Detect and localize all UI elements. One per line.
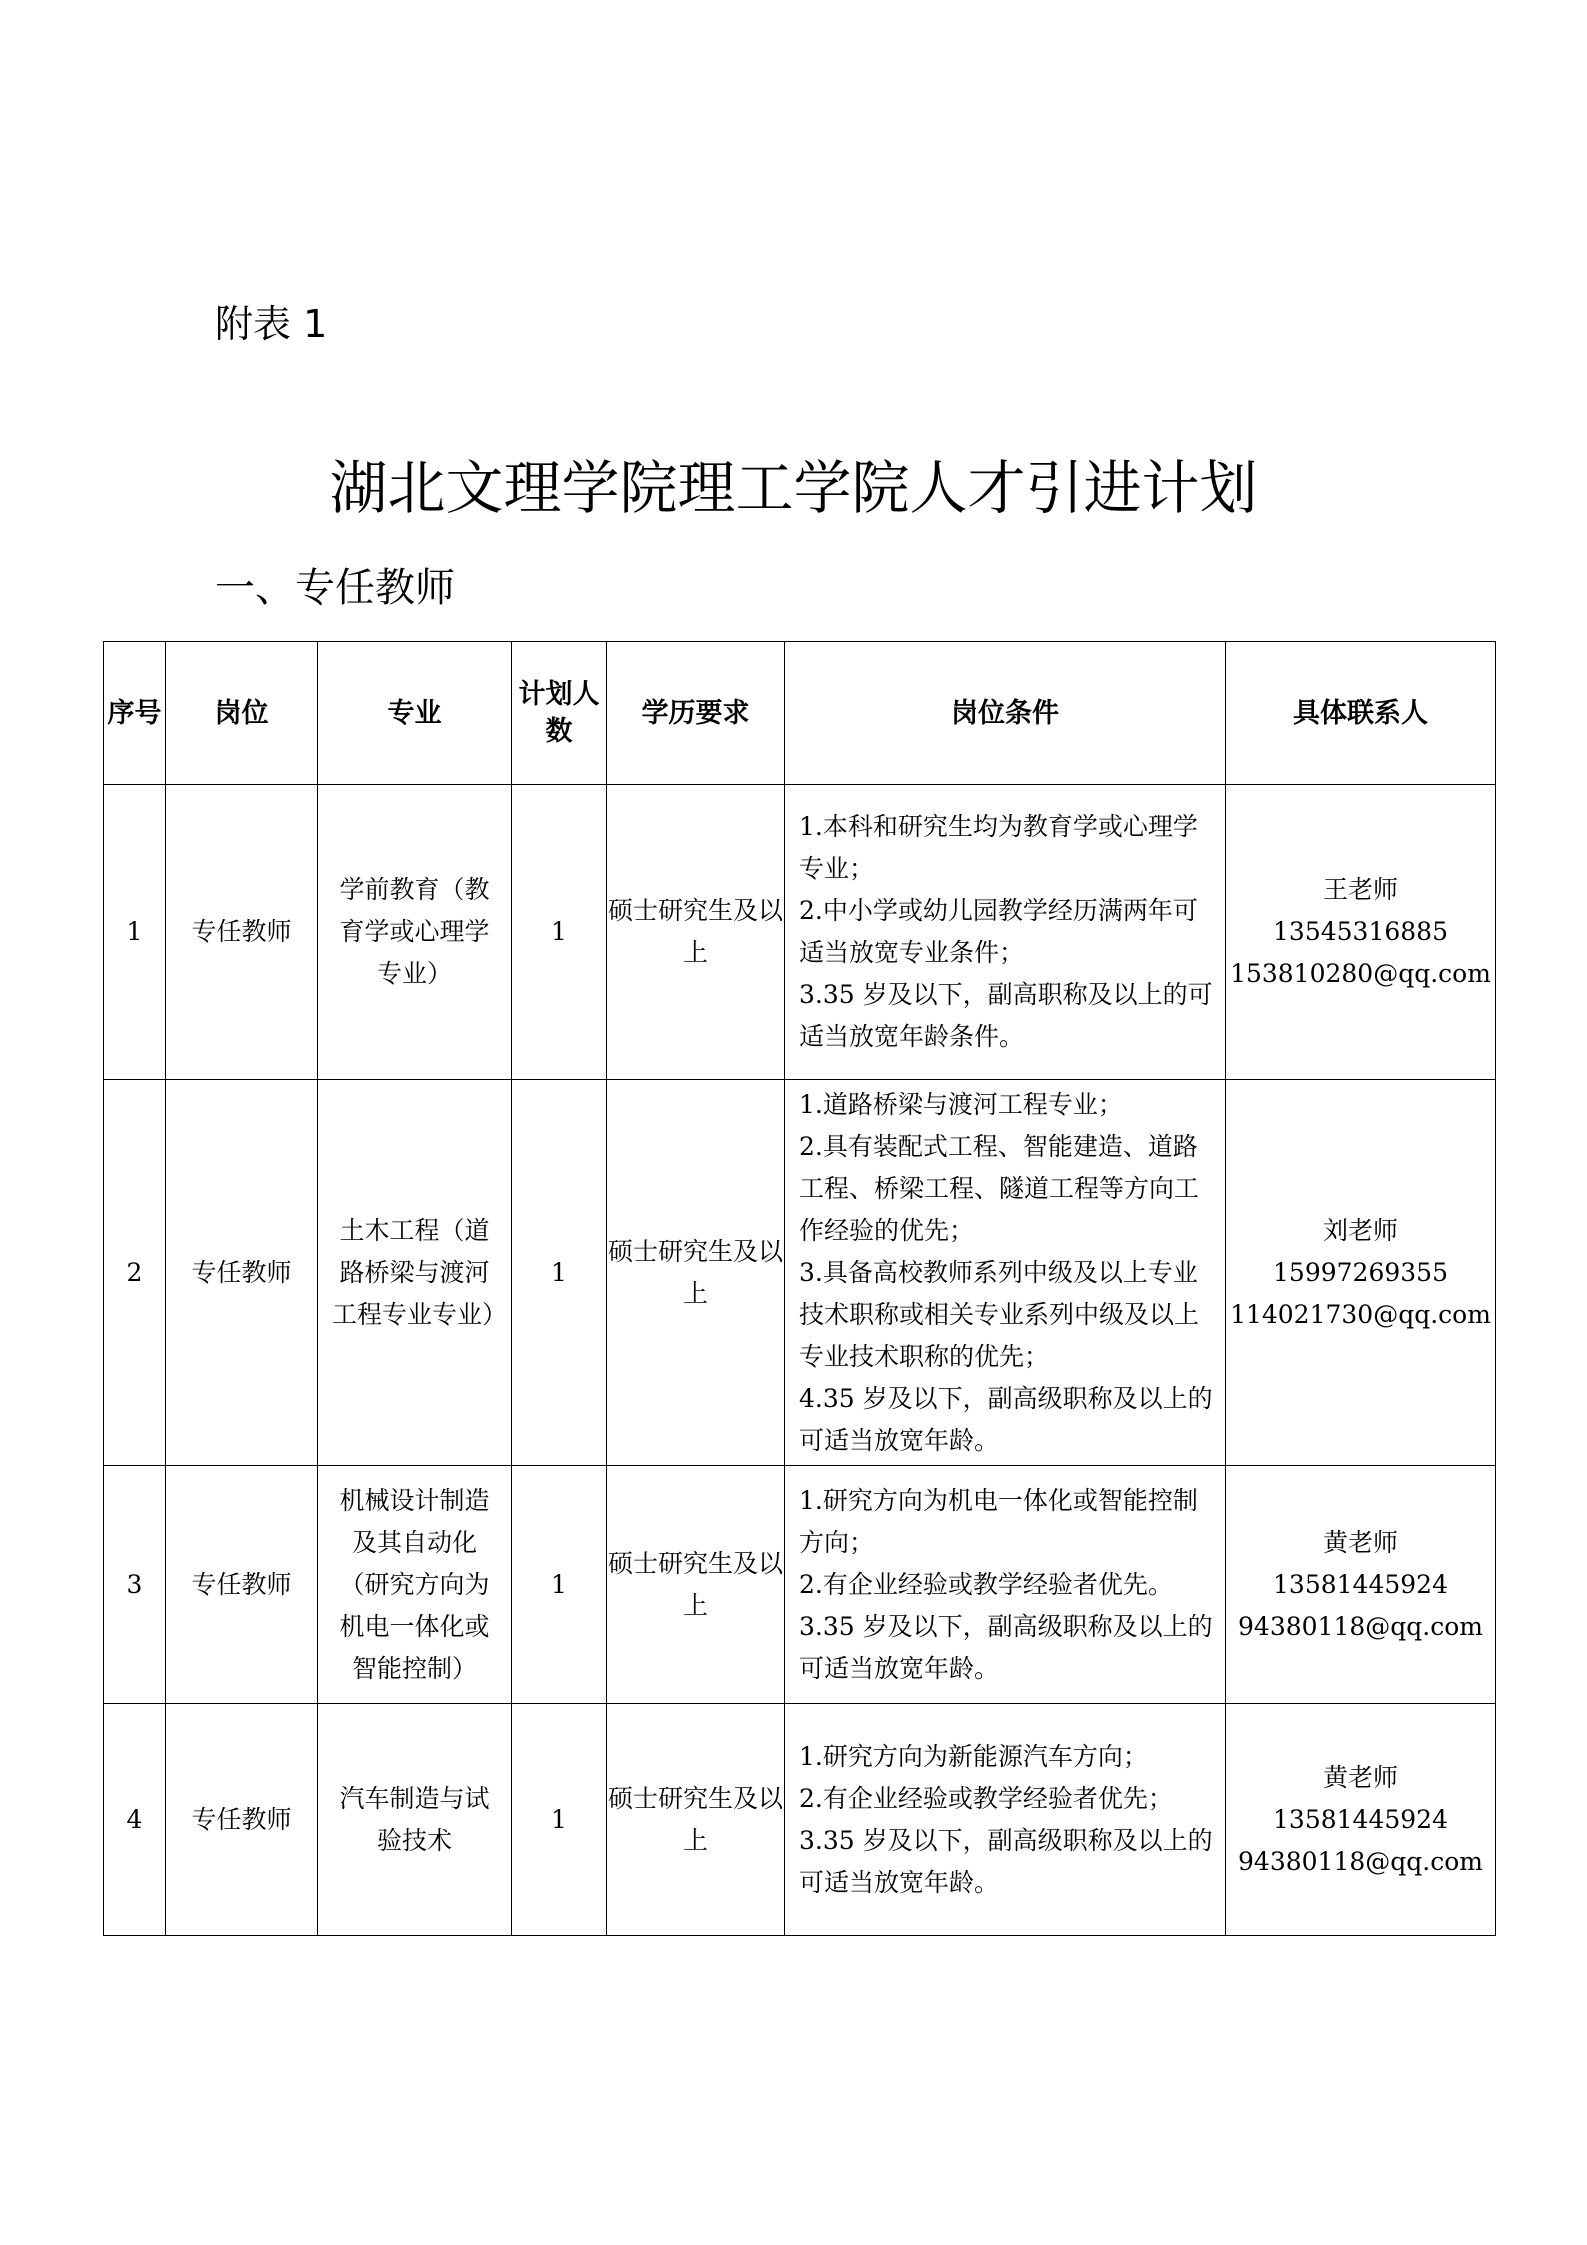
condition-item: 3.具备高校教师系列中级及以上专业技术职称或相关专业系列中级及以上专业技术职称的优先； — [799, 1257, 1200, 1371]
cell-contact — [1226, 1466, 1496, 1704]
header-position: 岗位 — [166, 642, 318, 785]
condition-item: 2.有企业经验或教学经验者优先。 — [799, 1569, 1173, 1599]
cell-position: 专任教师 — [166, 1466, 318, 1704]
cell-conditions — [785, 785, 1226, 1080]
cell-major: 学前教育（教育学或心理学专业） — [318, 785, 512, 1080]
header-conditions: 岗位条件 — [785, 642, 1226, 785]
contact-email: 94380118@qq.com — [1238, 1846, 1483, 1876]
contact-phone: 13545316885 — [1273, 917, 1448, 946]
cell-seq: 4 — [104, 1704, 166, 1936]
cell-contact — [1226, 785, 1496, 1080]
document-title: 湖北文理学院理工学院人才引进计划 — [329, 454, 1258, 522]
condition-item: 1.研究方向为新能源汽车方向； — [799, 1741, 1148, 1771]
contact-phone: 13581445924 — [1273, 1569, 1448, 1599]
cell-seq: 3 — [104, 1466, 166, 1704]
cell-seq: 1 — [104, 785, 166, 1080]
header-major: 专业 — [318, 642, 512, 785]
condition-item: 1.本科和研究生均为教育学或心理学专业； — [799, 812, 1198, 883]
cell-education: 硕士研究生及以上 — [607, 1704, 785, 1936]
cell-plan-count: 1 — [512, 785, 607, 1080]
contact-phone: 15997269355 — [1273, 1257, 1448, 1287]
cell-position: 专任教师 — [166, 1080, 318, 1466]
cell-education: 硕士研究生及以上 — [607, 1466, 785, 1704]
cell-seq: 2 — [104, 1080, 166, 1466]
cell-position: 专任教师 — [166, 1704, 318, 1936]
cell-conditions — [785, 1080, 1226, 1466]
header-education: 学历要求 — [607, 642, 785, 785]
header-contact: 具体联系人 — [1226, 642, 1496, 785]
condition-item: 1.道路桥梁与渡河工程专业； — [799, 1089, 1123, 1119]
table-row — [104, 1080, 1496, 1466]
contact-email: 153810280@qq.com — [1230, 959, 1491, 988]
contact-name: 黄老师 — [1322, 1527, 1398, 1557]
section-heading: 一、专任教师 — [215, 565, 455, 611]
cell-conditions — [785, 1704, 1226, 1936]
contact-email: 94380118@qq.com — [1238, 1611, 1483, 1641]
appendix-label: 附表 1 — [215, 302, 328, 346]
header-plan-count: 计划人数 — [512, 642, 607, 785]
condition-item: 1.研究方向为机电一体化或智能控制方向； — [799, 1485, 1198, 1557]
contact-name: 王老师 — [1322, 875, 1398, 904]
condition-item: 2.中小学或幼儿园教学经历满两年可适当放宽专业条件； — [799, 896, 1198, 967]
cell-major: 汽车制造与试验技术 — [318, 1704, 512, 1936]
cell-education: 硕士研究生及以上 — [607, 1080, 785, 1466]
cell-plan-count: 1 — [512, 1080, 607, 1466]
header-seq: 序号 — [104, 642, 166, 785]
condition-item: 2.具有装配式工程、智能建造、道路工程、桥梁工程、隧道工程等方向工作经验的优先； — [799, 1131, 1200, 1245]
contact-email: 114021730@qq.com — [1230, 1299, 1491, 1329]
condition-item: 3.35 岁及以下，副高职称及以上的可适当放宽年龄条件。 — [799, 980, 1213, 1051]
condition-item: 4.35 岁及以下，副高级职称及以上的可适当放宽年龄。 — [799, 1383, 1213, 1455]
contact-phone: 13581445924 — [1273, 1804, 1448, 1834]
cell-conditions — [785, 1466, 1226, 1704]
condition-item: 3.35 岁及以下，副高级职称及以上的可适当放宽年龄。 — [799, 1611, 1213, 1683]
table-row — [104, 1704, 1496, 1936]
cell-major: 土木工程（道路桥梁与渡河工程专业专业） — [318, 1080, 512, 1466]
cell-plan-count: 1 — [512, 1704, 607, 1936]
contact-name: 黄老师 — [1322, 1762, 1398, 1792]
cell-major: 机械设计制造及其自动化（研究方向为机电一体化或智能控制） — [318, 1466, 512, 1704]
cell-contact — [1226, 1080, 1496, 1466]
recruitment-table — [103, 641, 1496, 1936]
table-header-row — [104, 642, 1496, 785]
condition-item: 3.35 岁及以下，副高级职称及以上的可适当放宽年龄。 — [799, 1825, 1213, 1897]
table-row — [104, 785, 1496, 1080]
table-row — [104, 1466, 1496, 1704]
cell-education: 硕士研究生及以上 — [607, 785, 785, 1080]
cell-plan-count: 1 — [512, 1466, 607, 1704]
contact-name: 刘老师 — [1322, 1215, 1398, 1245]
condition-item: 2.有企业经验或教学经验者优先； — [799, 1783, 1173, 1813]
cell-position: 专任教师 — [166, 785, 318, 1080]
cell-contact — [1226, 1704, 1496, 1936]
